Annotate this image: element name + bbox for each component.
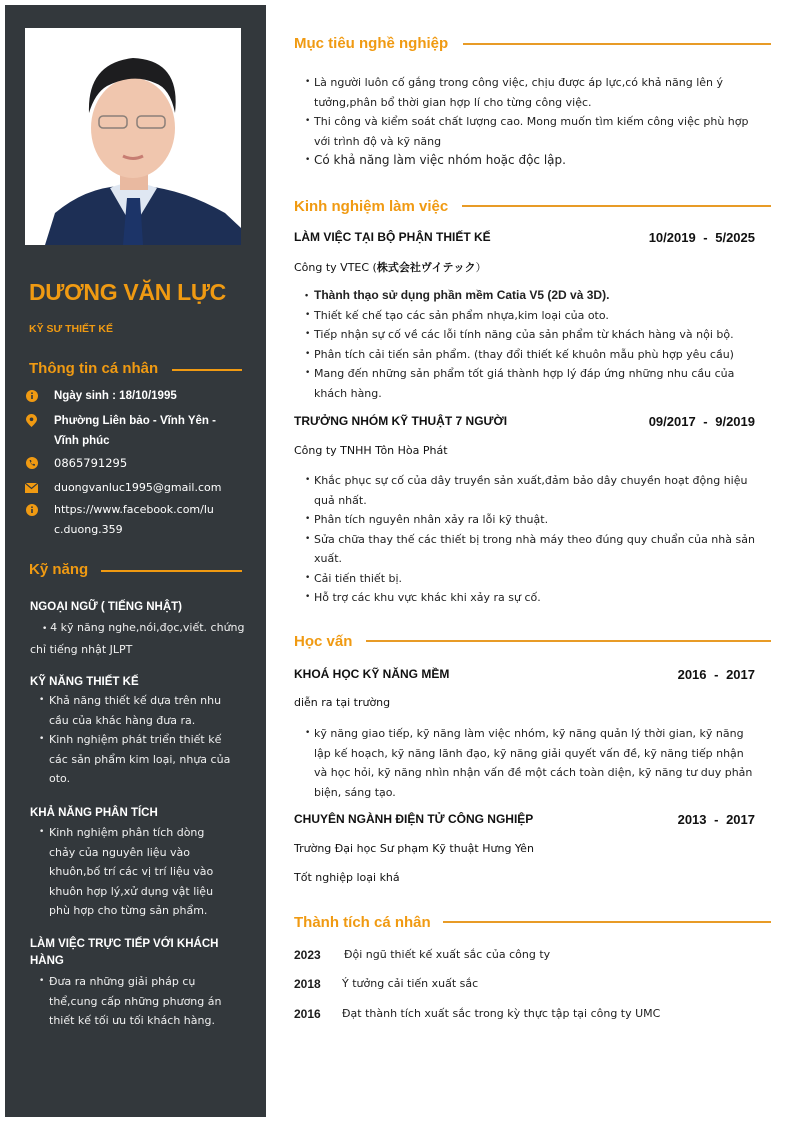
skill-item-text: 4 kỹ năng nghe,nói,đọc,viết. chứng chỉ tiếng nhật JLPT <box>30 621 245 656</box>
skill-group-title: LÀM VIỆC TRỰC TIẾP VỚI KHÁCH HÀNG <box>30 938 219 967</box>
info-birthdate <box>25 386 244 406</box>
achievement-year: 2018 <box>294 977 321 991</box>
achievement-item <box>294 1007 660 1021</box>
job-duties <box>305 471 760 608</box>
objective-list <box>305 73 760 171</box>
job-title: LÀM VIỆC TẠI BỘ PHẬN THIẾT KẾ <box>294 230 491 244</box>
address-text: Phường Liên bảo - Vĩnh Yên - Vĩnh phúc <box>54 415 216 447</box>
section-divider <box>462 205 771 207</box>
skill-item: • Khả năng thiết kế dựa trên nhu cầu của khác hàng đưa ra. <box>39 691 234 730</box>
achievement-item <box>294 948 550 962</box>
section-heading-achievements: Thành tích cá nhân <box>294 914 431 931</box>
candidate-name: DƯƠNG VĂN LỰC <box>29 279 226 305</box>
phone-icon <box>25 456 38 469</box>
job-duty: • Thiết kế chế tạo các sản phẩm nhựa,kim loại của oto. <box>305 306 760 326</box>
profile-photo <box>25 28 241 245</box>
email-link[interactable]: duongvanluc1995@gmail.com <box>54 481 222 494</box>
job-title: TRƯỞNG NHÓM KỸ THUẬT 7 NGƯỜI <box>294 414 508 428</box>
info-facebook <box>25 500 214 540</box>
mail-icon <box>25 481 38 494</box>
job-duty: • Khắc phục sự cố của dây truyền sản xuất,đảm bảo dây chuyền hoạt động hiệu quả nhất. <box>305 471 760 510</box>
job-dates: 10/2019 - 5/2025 <box>648 230 755 245</box>
skill-group-title: KHẢ NĂNG PHÂN TÍCH <box>30 807 158 819</box>
education-dates: 2013 - 2017 <box>677 812 755 827</box>
job-duty: • Mang đến những sản phẩm tốt giá thành hợp lý đáp ứng những nhu cầu của khách hàng. <box>305 364 760 403</box>
achievement-year: 2023 <box>294 948 321 962</box>
section-divider <box>463 43 771 45</box>
section-heading-personal-info <box>29 360 158 377</box>
achievement-year: 2016 <box>294 1007 321 1021</box>
job-duty: • Phân tích cải tiến sản phẩm. (thay đổi thiết kế khuôn mẫu phù hợp yêu cầu) <box>305 345 760 365</box>
objective-item: • Thi công và kiểm soát chất lượng cao. Mong muốn tìm kiếm công việc phù hợp với trình độ và kỹ năng <box>305 112 760 151</box>
education-place: diễn ra tại trường <box>294 696 391 709</box>
education-place: Trường Đại học Sư phạm Kỹ thuật Hưng Yên <box>294 842 534 855</box>
section-divider <box>172 369 242 371</box>
job-duty: • Tiếp nhận sự cố về các lỗi tính năng của sản phẩm từ khách hàng và nội bộ. <box>305 325 760 345</box>
education-details <box>305 724 760 802</box>
education-title: CHUYÊN NGÀNH ĐIỆN TỬ CÔNG NGHIỆP <box>294 812 534 826</box>
education-note: Tốt nghiệp loại khá <box>294 871 400 884</box>
job-dates: 09/2017 - 9/2019 <box>648 414 755 429</box>
skill-list <box>39 823 234 921</box>
section-title: Kỹ năng <box>29 561 89 578</box>
skill-group-title: KỸ NĂNG THIẾT KẾ <box>30 676 139 688</box>
job-duty: • Phân tích nguyên nhân xảy ra lỗi kỹ thuật. <box>305 510 760 530</box>
sidebar <box>5 5 266 1117</box>
section-heading-objective: Mục tiêu nghề nghiệp <box>294 35 449 52</box>
info-icon <box>25 389 38 402</box>
skill-group-title: NGOẠI NGỮ ( TIẾNG NHẬT) <box>30 601 183 613</box>
section-divider <box>366 640 771 642</box>
section-heading-education: Học vấn <box>294 633 353 650</box>
info-address <box>25 411 234 451</box>
skill-item <box>30 618 245 659</box>
achievement-item <box>294 977 478 991</box>
job-duty: • Hỗ trợ các khu vực khác khi xảy ra sự cố. <box>305 588 760 608</box>
job-company <box>294 259 487 275</box>
section-title: Thông tin cá nhân <box>29 360 159 377</box>
company-name-jp: 株式会社ヴイテック <box>376 261 476 274</box>
job-duty: • Cải tiến thiết bị. <box>305 569 760 589</box>
skill-item: • Kinh nghiệm phát triển thiết kế các sản phẩm kim loại, nhựa của oto. <box>39 730 234 789</box>
job-company: Công ty TNHH Tôn Hòa Phát <box>294 444 448 457</box>
info-icon <box>25 503 38 516</box>
objective-item: • Có khả năng làm việc nhóm hoặc độc lập. <box>305 151 760 171</box>
info-email <box>25 478 244 498</box>
job-duties <box>305 286 760 403</box>
achievement-text: Đội ngũ thiết kế xuất sắc của công ty <box>344 948 551 961</box>
skill-item: • Đưa ra những giải pháp cụ thể,cung cấp những phương án thiết kế tối ưu tối khách hàng. <box>39 972 239 1031</box>
facebook-link[interactable]: https://www.facebook.com/luc.duong.359 <box>54 503 214 536</box>
section-divider <box>443 921 771 923</box>
section-heading-skills <box>29 561 88 578</box>
achievement-text: Đạt thành tích xuất sắc trong kỳ thực tập tại công ty UMC <box>342 1007 661 1020</box>
skill-item: • Kinh nghiệm phân tích dòng chảy của nguyên liệu vào khuôn,bố trí các vị trí liệu vào khuôn hợp lý,xử dụng vật liệu phù hợp cho từng sản phẩm. <box>39 823 234 921</box>
section-divider <box>101 570 242 572</box>
objective-item: • Là người luôn cố gắng trong công việc, chịu được áp lực,có khả năng lên ý tưởng,phân bổ thời gian hợp lí cho từng công việc. <box>305 73 760 112</box>
birthdate-text: Ngày sinh : 18/10/1995 <box>54 390 177 402</box>
candidate-job-title: KỸ SƯ THIẾT KẾ <box>29 323 113 335</box>
portrait-image <box>25 28 241 245</box>
job-highlight: • Thành thạo sử dụng phần mềm Catia V5 (2D và 3D). <box>305 286 760 306</box>
skill-list <box>39 691 234 789</box>
education-title: KHOÁ HỌC KỸ NĂNG MỀM <box>294 667 450 681</box>
info-phone <box>25 453 244 473</box>
company-name: Công ty VTEC ( <box>294 261 377 274</box>
job-duty: • Sửa chữa thay thế các thiết bị trong nhà máy theo đúng quy chuẩn của nhà sản xuất. <box>305 530 760 569</box>
education-detail: • kỹ năng giao tiếp, kỹ năng làm việc nhóm, kỹ năng quản lý thời gian, kỹ năng lập kế hoạch, kỹ năng lãnh đạo, kỹ năng giải quyết vấn đề, kỹ năng tiếp nhận và học hỏi, kỹ năng nhìn nhận vấn đề một cách toàn diện, kỹ năng tư duy phản biện, sáng tạo. <box>305 724 760 802</box>
phone-link[interactable]: 0865791295 <box>54 456 128 470</box>
company-name-end: ） <box>475 261 487 274</box>
education-dates: 2016 - 2017 <box>677 667 755 682</box>
section-heading-experience: Kinh nghiệm làm việc <box>294 198 449 215</box>
location-pin-icon <box>25 414 38 427</box>
bullet: • <box>42 624 51 634</box>
skill-list <box>39 972 239 1031</box>
achievement-text: Ý tưởng cải tiến xuất sắc <box>342 977 479 990</box>
